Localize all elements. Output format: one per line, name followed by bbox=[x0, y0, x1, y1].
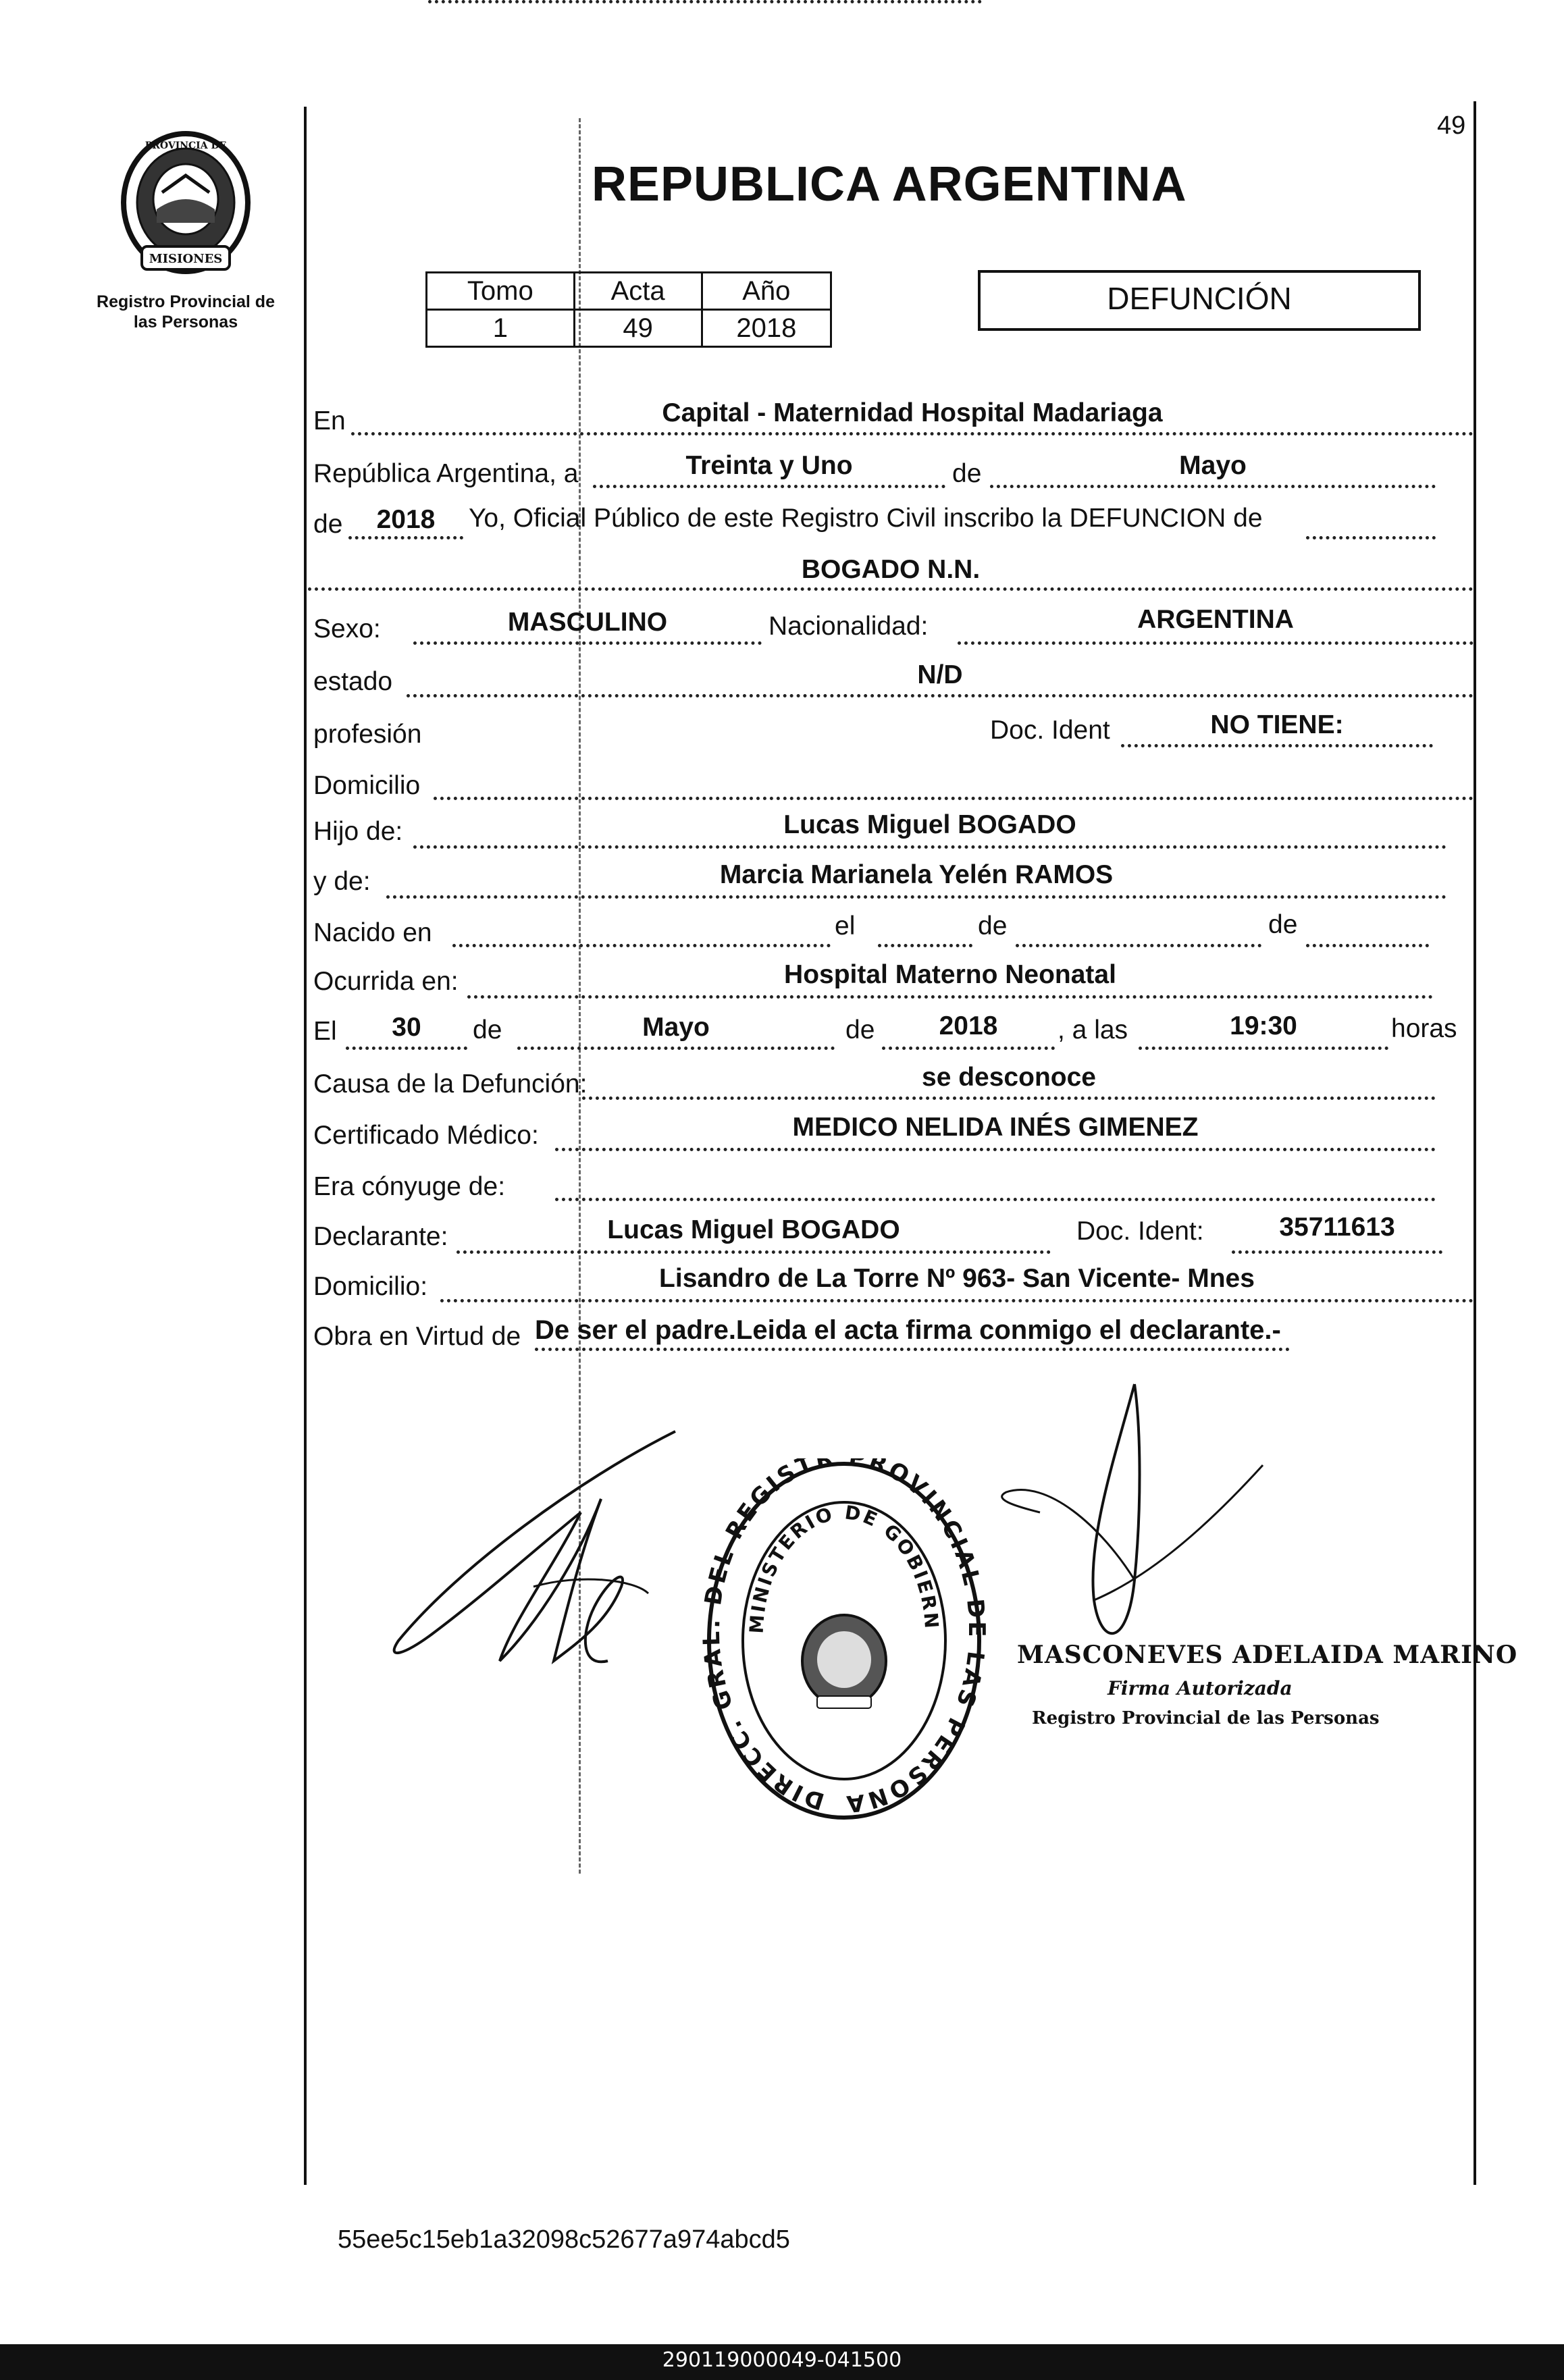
left-margin-line bbox=[304, 107, 307, 2185]
ocurrida-label: Ocurrida en: bbox=[313, 967, 459, 996]
en-value: Capital - Maternidad Hospital Madariaga bbox=[662, 398, 1163, 427]
month-line bbox=[990, 485, 1436, 488]
nacido-el-label: el bbox=[835, 911, 856, 941]
declarant-signature bbox=[378, 1418, 689, 1701]
domicilio2-label: Domicilio: bbox=[313, 1272, 428, 1301]
doc-ident-line bbox=[1121, 744, 1433, 747]
value-acta: 49 bbox=[574, 310, 702, 347]
record-type-box: DEFUNCIÓN bbox=[978, 270, 1421, 331]
profesion-label: profesión bbox=[313, 720, 422, 749]
estado-value: N/D bbox=[917, 660, 963, 689]
certificado-label: Certificado Médico: bbox=[313, 1121, 539, 1150]
nacionalidad-value: ARGENTINA bbox=[1137, 605, 1294, 634]
causa-value: se desconoce bbox=[922, 1063, 1096, 1092]
certificado-value: MEDICO NELIDA INÉS GIMENEZ bbox=[792, 1113, 1199, 1142]
year-line bbox=[348, 536, 463, 539]
republica-label: República Argentina, a bbox=[313, 459, 579, 488]
hijo-line bbox=[413, 845, 1446, 849]
nacido-place-line bbox=[452, 944, 831, 947]
death-time-line bbox=[1139, 1047, 1388, 1050]
caption-line-1: Registro Provincial de bbox=[97, 292, 275, 311]
header-acta: Acta bbox=[574, 273, 702, 310]
declarante-doc-label: Doc. Ident: bbox=[1076, 1217, 1204, 1246]
hijo-label: Hijo de: bbox=[313, 817, 403, 846]
death-time-value: 19:30 bbox=[1230, 1011, 1297, 1040]
death-year-line bbox=[882, 1047, 1055, 1050]
death-year-value: 2018 bbox=[939, 1011, 998, 1040]
footer-code: 290119000049-041500 bbox=[662, 2348, 902, 2372]
conyuge-label: Era cónyuge de: bbox=[313, 1172, 506, 1201]
deceased-line bbox=[308, 587, 1474, 591]
domicilio2-value: Lisandro de La Torre Nº 963- San Vicente- Mnes bbox=[659, 1264, 1255, 1293]
right-margin-line bbox=[1474, 101, 1476, 2185]
y-de-value: Marcia Marianela Yelén RAMOS bbox=[719, 860, 1114, 889]
el-label: El bbox=[313, 1017, 337, 1046]
header-anio: Año bbox=[702, 273, 831, 310]
domicilio-label: Domicilio bbox=[313, 771, 421, 800]
death-day-value: 30 bbox=[392, 1013, 421, 1042]
nacido-de-label-1: de bbox=[978, 911, 1008, 941]
de-label-1: de bbox=[952, 459, 982, 488]
doc-ident-value: NO TIENE: bbox=[1210, 710, 1344, 739]
header-tomo: Tomo bbox=[427, 273, 575, 310]
ocurrida-value: Hospital Materno Neonatal bbox=[784, 960, 1116, 989]
deceased-name: BOGADO N.N. bbox=[801, 555, 981, 584]
declarante-label: Declarante: bbox=[313, 1222, 448, 1251]
death-month-value: Mayo bbox=[642, 1013, 710, 1042]
causa-label: Causa de la Defunción: bbox=[313, 1069, 588, 1099]
death-month-line bbox=[517, 1047, 835, 1050]
obra-line bbox=[535, 1348, 1290, 1351]
nacido-label: Nacido en bbox=[313, 918, 432, 947]
registry-stamp bbox=[702, 1458, 986, 1823]
record-table bbox=[425, 271, 832, 348]
value-anio: 2018 bbox=[702, 310, 831, 347]
sexo-label: Sexo: bbox=[313, 614, 381, 643]
causa-line bbox=[582, 1096, 1436, 1100]
declarante-value: Lucas Miguel BOGADO bbox=[607, 1215, 900, 1244]
authority-office: Registro Provincial de las Personas bbox=[1032, 1708, 1380, 1728]
authority-role: Firma Autorizada bbox=[1107, 1677, 1293, 1699]
death-de-label-2: de bbox=[845, 1015, 875, 1044]
profesion-line bbox=[428, 0, 982, 3]
sexo-line bbox=[413, 641, 762, 645]
year-value: 2018 bbox=[376, 505, 436, 534]
svg-text:MISIONES: MISIONES bbox=[149, 252, 223, 266]
doc-ident-label: Doc. Ident bbox=[990, 716, 1110, 745]
svg-text:MINISTERIO DE GOBIERNO: MINISTERIO DE GOBIERN bbox=[745, 1501, 943, 1635]
registry-caption bbox=[68, 292, 304, 332]
nacionalidad-line bbox=[958, 641, 1474, 645]
officer-signature bbox=[993, 1377, 1276, 1674]
caption-line-2: las Personas bbox=[133, 313, 238, 332]
day-line bbox=[593, 485, 945, 488]
ocurrida-line bbox=[467, 995, 1433, 999]
nacionalidad-label: Nacionalidad: bbox=[768, 612, 929, 641]
certificado-line bbox=[555, 1148, 1436, 1151]
svg-text:PROVINCIA DE: PROVINCIA DE bbox=[145, 140, 227, 151]
nacido-year-line bbox=[1306, 944, 1429, 947]
obra-value: De ser el padre.Leida el acta firma conmigo el declarante.- bbox=[535, 1315, 1281, 1345]
en-label: En bbox=[313, 406, 346, 435]
officer-text: Yo, Oficial Público de este Registro Civil inscribo la DEFUNCION de bbox=[469, 504, 1263, 533]
en-line bbox=[351, 432, 1474, 435]
domicilio-line bbox=[434, 797, 1474, 800]
de-year-label: de bbox=[313, 510, 343, 539]
nacido-day-line bbox=[878, 944, 972, 947]
nacido-de-label-2: de bbox=[1268, 910, 1298, 939]
estado-label: estado bbox=[313, 667, 393, 696]
declarante-doc-value: 35711613 bbox=[1279, 1213, 1395, 1242]
y-de-label: y de: bbox=[313, 867, 371, 896]
domicilio2-line bbox=[440, 1299, 1474, 1302]
death-de-label-1: de bbox=[473, 1015, 502, 1044]
estado-line bbox=[407, 694, 1474, 697]
declarante-doc-line bbox=[1232, 1250, 1442, 1254]
y-de-line bbox=[386, 895, 1446, 899]
officer-line bbox=[1306, 536, 1436, 539]
page-number: 49 bbox=[1437, 111, 1466, 140]
value-tomo: 1 bbox=[427, 310, 575, 347]
nacido-month-line bbox=[1016, 944, 1261, 947]
horas-label: horas bbox=[1391, 1014, 1457, 1043]
declarante-line bbox=[457, 1250, 1051, 1254]
a-las-label: , a las bbox=[1058, 1015, 1128, 1044]
conyuge-line bbox=[555, 1198, 1436, 1201]
document-title: REPUBLICA ARGENTINA bbox=[592, 157, 1187, 211]
document-hash: 55ee5c15eb1a32098c52677a974abcd5 bbox=[338, 2225, 790, 2254]
month-value: Mayo bbox=[1179, 451, 1247, 480]
death-day-line bbox=[346, 1047, 467, 1050]
authority-name: MASCONEVES ADELAIDA MARINO bbox=[1017, 1641, 1518, 1669]
hijo-value: Lucas Miguel BOGADO bbox=[783, 810, 1076, 839]
sexo-value: MASCULINO bbox=[507, 608, 668, 637]
province-seal bbox=[115, 128, 257, 284]
day-words: Treinta y Uno bbox=[685, 451, 853, 480]
svg-text:DIRECC. GRAL. DEL REGISTR PROV: DIRECC. GR DEL REGISTR PROVINCIAL AS PERSONA bbox=[702, 1458, 986, 1818]
obra-label: Obra en Virtud de bbox=[313, 1322, 521, 1351]
